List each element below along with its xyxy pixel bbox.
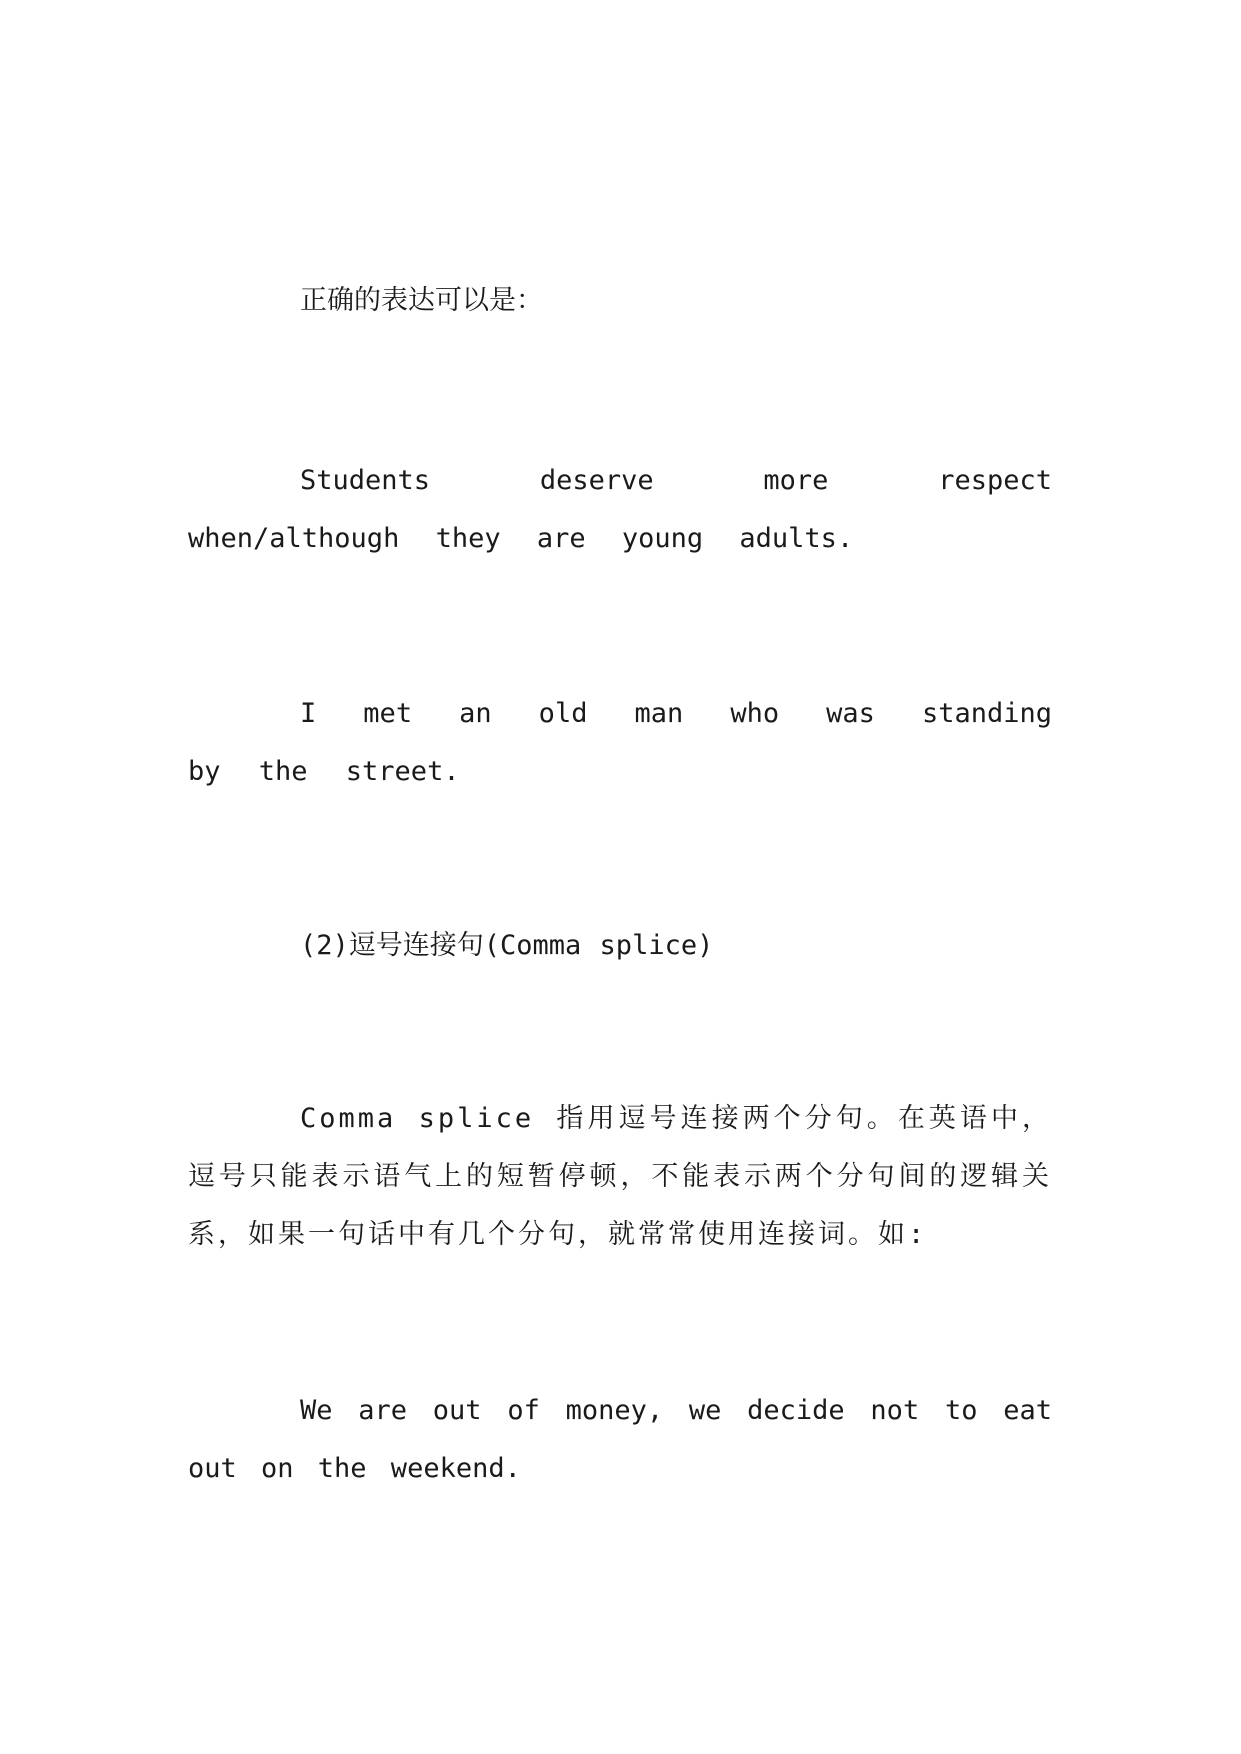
section-heading-comma-splice: (2)逗号连接句(Comma splice)	[300, 930, 714, 961]
paragraph-correct-expression-intro: 正确的表达可以是：	[300, 285, 543, 316]
paragraph-example-sentence-1: Students deserve more respect when/although they are young adults.	[188, 465, 1052, 554]
paragraph-example-sentence-2: I met an old man who was standing by the street.	[188, 698, 1052, 787]
paragraph-comma-splice-explanation: Comma splice 指用逗号连接两个分句。在英语中，逗号只能表示语气上的短暂停顿，不能表示两个分句间的逻辑关系，如果一句话中有几个分句，就常常使用连接词。如:	[188, 1103, 1052, 1250]
paragraph-comma-splice-example: We are out of money, we decide not to eat out on the weekend.	[188, 1395, 1052, 1484]
